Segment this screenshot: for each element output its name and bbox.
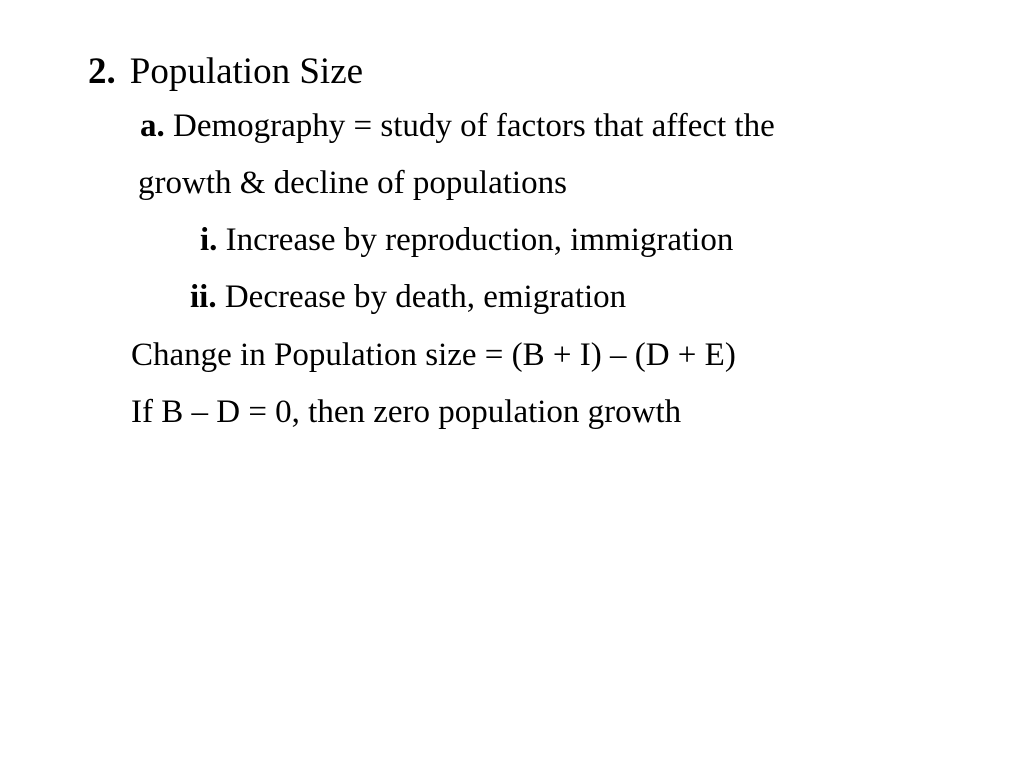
point-a-line-1 bbox=[140, 110, 775, 143]
zero-growth-statement: If B – D = 0, then zero population growth bbox=[131, 394, 682, 430]
sub-point-i bbox=[200, 224, 733, 257]
sub-point-i-marker: i. bbox=[200, 222, 218, 258]
point-a-line-2: growth & decline of populations bbox=[138, 165, 567, 201]
title-number: 2. bbox=[88, 51, 116, 92]
sub-point-i-text: Increase by reproduction, immigration bbox=[225, 222, 734, 258]
point-a-marker: a. bbox=[140, 108, 165, 144]
sub-point-ii bbox=[190, 281, 626, 314]
point-a-text: Demography = study of factors that affect the bbox=[173, 108, 775, 144]
sub-point-ii-marker: ii. bbox=[190, 279, 217, 315]
sub-point-ii-text: Decrease by death, emigration bbox=[224, 279, 627, 315]
slide-title bbox=[88, 53, 363, 90]
population-change-formula: Change in Population size = (B + I) – (D + E) bbox=[131, 337, 736, 373]
title-text: Population Size bbox=[129, 51, 364, 92]
